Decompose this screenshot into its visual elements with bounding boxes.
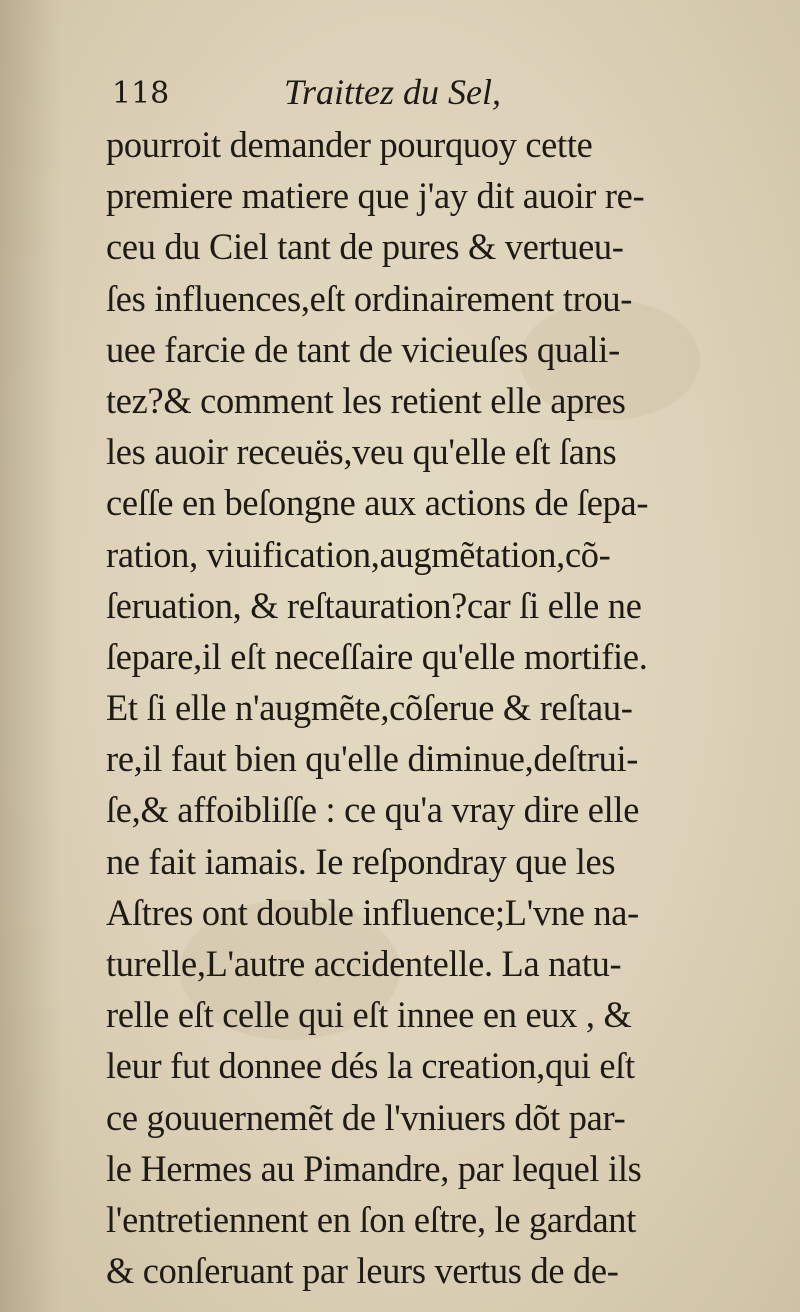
text-line: turelle,L'autre accidentelle. La natu- — [106, 943, 622, 984]
page-number: 118 — [112, 76, 170, 111]
text-line: ſeruation, & reſtauration?car ſi elle ne — [106, 584, 642, 626]
text-line: relle eſt celle qui eſt innee en eux , & — [106, 994, 632, 1036]
text-line: l'entretiennent en ſon eſtre, le gardant — [106, 1198, 637, 1240]
text-line: ſepare,il eſt neceſſaire qu'elle mortifie. — [106, 635, 648, 677]
text-line: tez?& comment les retient elle apres — [106, 379, 626, 421]
text-line: uee farcie de tant de vicieuſes quali- — [106, 328, 620, 370]
text-line: ne fait iamais. Ie reſpondray que les — [106, 840, 616, 882]
body-text — [106, 119, 736, 1296]
text-line: & conſeruant par leurs vertus de de- — [106, 1250, 619, 1292]
text-line: le Hermes au Pimandre, par lequel ils — [106, 1147, 642, 1189]
text-line: ceu du Ciel tant de pures & vertueu- — [106, 226, 624, 268]
text-line: premiere matiere que j'ay dit auoir re- — [106, 175, 645, 217]
gutter-shadow — [0, 0, 60, 1312]
text-line: ſes influences,eſt ordinairement trou- — [106, 277, 633, 319]
text-line: Et ſi elle n'augmẽte,cõſerue & reſtau- — [106, 687, 633, 729]
text-line: leur fut donnee dés la creation,qui eſt — [106, 1045, 635, 1087]
running-head — [112, 70, 632, 120]
text-line: pourroit demander pourquoy cette — [106, 124, 593, 165]
text-line: re,il faut bien qu'elle diminue,deſtrui- — [106, 738, 639, 780]
running-title: Traittez du Sel, — [284, 72, 502, 112]
text-line: ceſſe en beſongne aux actions de ſepa- — [106, 482, 649, 524]
text-line: ration, viuification,augmẽtation,cõ- — [106, 533, 611, 575]
text-line: Aſtres ont double influence;L'vne na- — [106, 891, 639, 933]
text-line: ce gouuernemẽt de l'vniuers dõt par- — [106, 1096, 626, 1138]
text-line: ſe,& affoibliſſe : ce qu'a vray dire elle — [106, 789, 640, 831]
text-line: les auoir receuës,veu qu'elle eſt ſans — [106, 431, 617, 473]
